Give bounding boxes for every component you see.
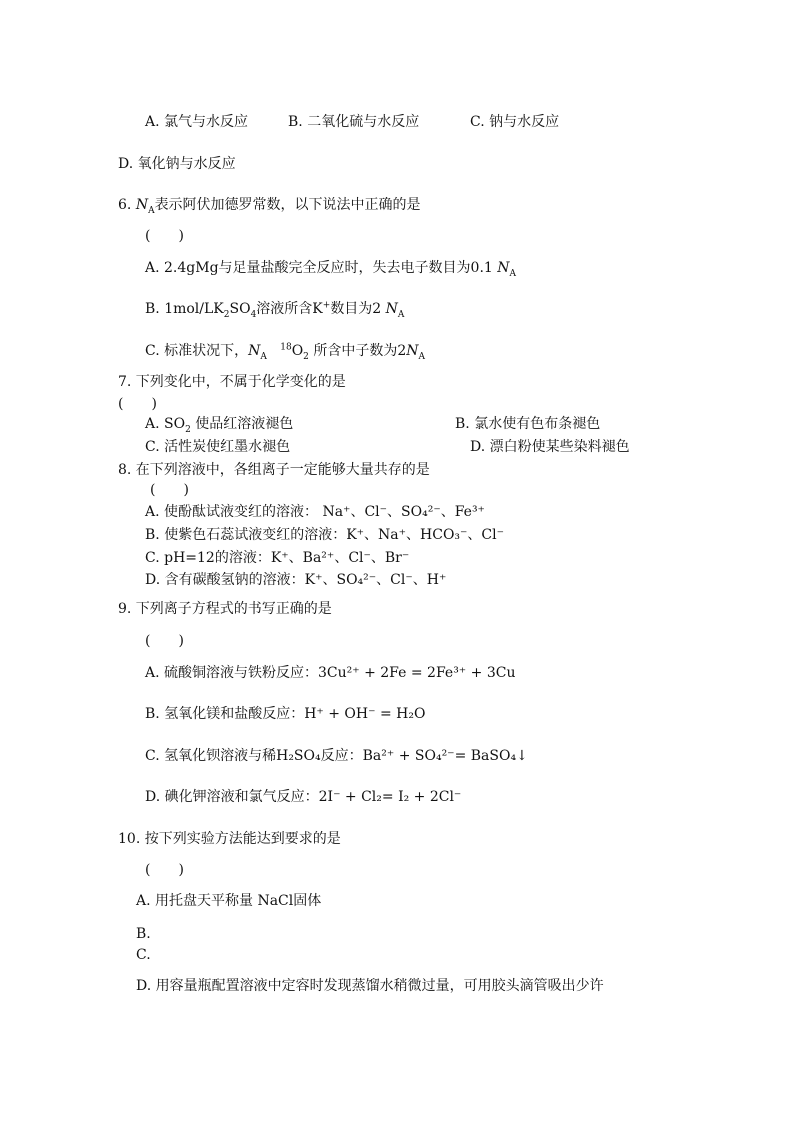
q8-option-c: C. pH=12的溶液：K⁺、Ba²⁺、Cl⁻、Br⁻ xyxy=(145,550,410,566)
q5-option-b: B. 二氧化硫与水反应 xyxy=(288,114,420,130)
q10-option-b: B. xyxy=(136,926,151,942)
q10-answer-blank: ( ) xyxy=(145,862,184,878)
q7-option-c: C. 活性炭使红墨水褪色 xyxy=(145,439,291,455)
q8-option-d: D. 含有碳酸氢钠的溶液：K⁺、SO₄²⁻、Cl⁻、H⁺ xyxy=(145,572,447,588)
q5-option-c: C. 钠与水反应 xyxy=(470,114,560,130)
q5-option-a: A. 氯气与水反应 xyxy=(145,114,249,130)
q6-option-a: A. 2.4gMg与足量盐酸完全反应时，失去电子数目为0.1 $N_A$ xyxy=(145,260,516,279)
q7-option-d: D. 漂白粉使某些染料褪色 xyxy=(470,439,630,455)
q7-option-b: B. 氯水使有色布条褪色 xyxy=(455,416,601,432)
q10-option-c: C. xyxy=(136,947,151,963)
q5-option-d: D. 氧化钠与水反应 xyxy=(118,156,236,172)
q8-option-b: B. 使紫色石蕊试液变红的溶液：K⁺、Na⁺、HCO₃⁻、Cl⁻ xyxy=(145,527,505,543)
q9-stem: 9. 下列离子方程式的书写正确的是 xyxy=(118,601,332,617)
q9-option-b: B. 氢氧化镁和盐酸反应：H⁺ + OH⁻ = H₂O xyxy=(145,706,426,722)
q6-option-b: B. $1mol/LK_2SO_4$溶液所含K+数目为2 $N_A$ xyxy=(145,300,405,320)
q10-option-a: A. 用托盘天平称量 NaCl固体 xyxy=(136,893,322,909)
q6-answer-blank: ( ) xyxy=(145,228,184,244)
q10-option-d: D. 用容量瓶配置溶液中定容时发现蒸馏水稍微过量，可用胶头滴管吸出少许 xyxy=(136,978,604,994)
q8-stem: 8. 在下列溶液中，各组离子一定能够大量共存的是 xyxy=(118,462,430,478)
q9-option-c: C. 氢氧化钡溶液与稀H₂SO₄反应：Ba²⁺ + SO₄²⁻= BaSO₄↓ xyxy=(145,748,528,764)
q6-stem: 6. $N_A$表示阿伏加德罗常数，以下说法中正确的是 xyxy=(118,197,421,216)
q9-option-d: D. 碘化钾溶液和氯气反应：2I⁻ + Cl₂= I₂ + 2Cl⁻ xyxy=(145,789,462,805)
q10-stem: 10. 按下列实验方法能达到要求的是 xyxy=(118,831,341,847)
q7-answer-blank: ( ) xyxy=(118,396,157,412)
q8-answer-blank: ( ) xyxy=(150,482,189,498)
q8-option-a: A. 使酚酞试液变红的溶液： Na⁺、Cl⁻、SO₄²⁻、Fe³⁺ xyxy=(145,504,485,520)
q7-stem: 7. 下列变化中，不属于化学变化的是 xyxy=(118,374,346,390)
q9-option-a: A. 硫酸铜溶液与铁粉反应：3Cu²⁺ + 2Fe = 2Fe³⁺ + 3Cu xyxy=(145,665,516,681)
q7-option-a: A. $SO_2$ 使品红溶液褪色 xyxy=(145,416,294,435)
q6-option-c: C. 标准状况下，$N_A$ $^{18}O_2$ 所含中子数为$2N_A$ xyxy=(145,342,426,362)
q9-answer-blank: ( ) xyxy=(145,633,184,649)
